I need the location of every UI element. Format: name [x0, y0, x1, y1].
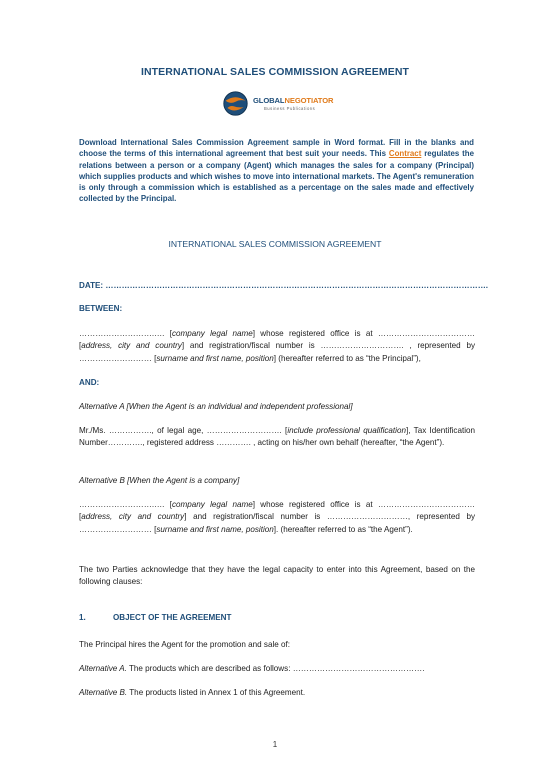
contract-link[interactable]: Contract — [388, 149, 422, 159]
hires-paragraph: The Principal hires the Agent for the promotion and sale of: — [79, 640, 291, 649]
agent-company-text-3: ] and registration/fiscal number is …………………………, represented by ……………………… [ — [79, 512, 475, 534]
principal-text-2: ] whose registered office is at ……………………………… [ — [79, 329, 475, 351]
alternative-a-products — [79, 663, 475, 675]
agent-company-address-field: address, city and country — [81, 512, 185, 522]
between-label: BETWEEN: — [79, 304, 123, 313]
principal-representative-field: surname and first name, position — [156, 353, 274, 363]
principal-company-name-field: company legal name — [171, 329, 253, 338]
alternative-b-text: [When the Agent is a company] — [124, 476, 240, 485]
principal-text-1: ……………………….…. [ — [79, 329, 172, 338]
agent-individual-text-2: ], Tax Identification Number…………., registered address …………. , acting on his/her own behalf (hereafter, “the Agent”). — [79, 426, 475, 448]
agent-company-text-4: ]. (hereafter referred to as “the Agent”). — [273, 524, 413, 534]
date-line — [79, 281, 488, 290]
agent-company-paragraph — [79, 499, 475, 536]
agent-company-text-2: ] whose registered office is at ……………………………… [ — [79, 500, 475, 522]
intro-text-1: Download International Sales Commission Agreement sample in Word format. Fill in the blanks and choose the terms of this international agreement that best suit your needs. This — [79, 138, 474, 159]
agent-qualification-field: include professional qualification — [287, 426, 406, 435]
logo-wordmark-global: GLOBAL — [253, 96, 285, 105]
intro-text-2: regulates the relations between a person or a company (Agent) which manages the sales for a company (Principal) which supplies products and which wishes to move into international markets. The Agent's remuneration is only through a commission which is established as a percentage on the sales made and effectively collected by the Principal. — [79, 149, 474, 204]
alternative-b-heading — [79, 475, 475, 487]
agent-individual-text-1: Mr./Ms. ……………., of legal age, ………………………. [ — [79, 426, 288, 435]
logo-wordmark — [253, 96, 333, 105]
alternative-a-products-text: The products which are described as follows: …………………………………………. — [126, 664, 425, 673]
principal-text-4: ] (hereafter referred to as “the Principal”), — [273, 353, 421, 363]
and-label: AND: — [79, 378, 100, 387]
alternative-a-products-prefix: Alternative A. — [79, 664, 127, 673]
acknowledge-paragraph: The two Parties acknowledge that they have the legal capacity to enter into this Agreement, based on the following clauses: — [79, 565, 475, 587]
globe-logo-icon — [222, 90, 249, 117]
principal-paragraph — [79, 328, 475, 365]
global-negotiator-logo — [222, 88, 342, 120]
agent-company-text-1: ……………………….…. [ — [79, 500, 172, 509]
page-number: 1 — [272, 740, 278, 749]
intro-paragraph — [79, 137, 474, 205]
section-1-heading — [79, 613, 231, 622]
alternative-a-text: [When the Agent is an individual and independent professional] — [124, 402, 353, 411]
principal-text-3: ] and registration/fiscal number is …………………………. , represented by ……………………… [ — [79, 341, 476, 363]
alternative-a-heading — [79, 401, 475, 413]
document-title: INTERNATIONAL SALES COMMISSION AGREEMENT — [140, 66, 410, 78]
alternative-b-products-text: The products listed in Annex 1 of this Agreement. — [127, 688, 306, 697]
agent-company-name-field: company legal name — [171, 500, 253, 509]
alternative-b-prefix: Alternative B — [79, 476, 125, 485]
date-line-text: DATE: ……………………………………………………………………………………………………………………………. — [79, 281, 489, 290]
alternative-b-products — [79, 687, 475, 699]
agent-company-representative-field: surname and first name, position — [156, 524, 274, 534]
principal-address-field: address, city and country — [81, 341, 182, 351]
alternative-a-prefix: Alternative A — [79, 402, 125, 411]
logo-wordmark-negotiator: NEGOTIATOR — [284, 96, 334, 105]
agreement-subtitle: INTERNATIONAL SALES COMMISSION AGREEMENT — [168, 239, 382, 249]
section-1-title: OBJECT OF THE AGREEMENT — [113, 613, 232, 622]
agent-individual-paragraph — [79, 425, 475, 450]
section-1-number: 1. — [79, 613, 86, 622]
logo-tagline: Business Publications — [264, 106, 316, 111]
alternative-b-products-prefix: Alternative B. — [79, 688, 128, 697]
